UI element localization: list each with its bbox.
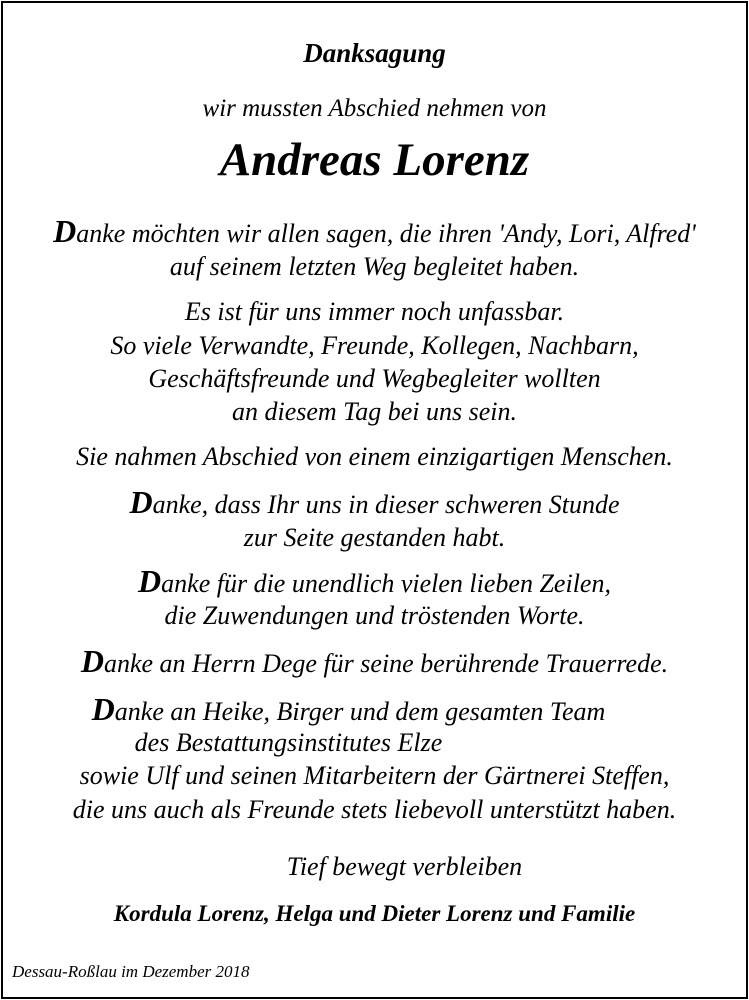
- thanks-paragraph-5-line-1: Danke für die unendlich vielen lieben Zeilen,: [138, 563, 611, 599]
- drop-initial: D: [138, 563, 162, 599]
- thanks-paragraph-7-line-4: die uns auch als Freunde stets liebevoll unterstützt haben.: [72, 795, 677, 824]
- paragraph-2-line-2: So viele Verwandte, Freunde, Kollegen, Nachbarn,: [110, 331, 639, 360]
- thanks-paragraph-4-line-1: Danke, dass Ihr uns in dieser schweren Stunde: [129, 484, 620, 520]
- notice-heading: Danksagung: [303, 38, 446, 68]
- paragraph-2-line-1: Es ist für uns immer noch unfassbar.: [184, 297, 565, 326]
- thanks-paragraph-7-line-2: des Bestattungsinstitutes Elze: [134, 728, 443, 757]
- drop-initial: D: [80, 643, 104, 679]
- paragraph-2-line-4: an diesem Tag bei uns sein.: [231, 397, 518, 426]
- drop-initial: D: [129, 484, 153, 520]
- place-and-date: Dessau-Roßlau im Dezember 2018: [12, 962, 250, 981]
- drop-initial: D: [91, 691, 115, 727]
- drop-initial: D: [53, 213, 77, 249]
- signatories: Kordula Lorenz, Helga und Dieter Lorenz und Familie: [113, 901, 636, 926]
- deceased-name: Andreas Lorenz: [219, 134, 530, 186]
- notice-intro: wir mussten Abschied nehmen von: [202, 95, 547, 122]
- thanks-paragraph-6-line-1: Danke an Herrn Dege für seine berührende Trauerrede.: [80, 643, 669, 679]
- thanks-paragraph-5-line-2: die Zuwendungen und tröstenden Worte.: [164, 601, 585, 630]
- closing-phrase: Tief bewegt verbleiben: [286, 852, 523, 881]
- thanks-paragraph-4-line-2: zur Seite gestanden habt.: [243, 523, 506, 552]
- paragraph-3-line-1: Sie nahmen Abschied von einem einzigartigen Menschen.: [76, 442, 673, 471]
- thanks-paragraph-7-line-3: sowie Ulf und seinen Mitarbeitern der Gärtnerei Steffen,: [79, 761, 670, 790]
- thanks-paragraph-1-line-2: auf seinem letzten Weg begleitet haben.: [169, 252, 580, 281]
- thanks-paragraph-7-line-1: Danke an Heike, Birger und dem gesamten Team: [91, 691, 606, 727]
- paragraph-2-line-3: Geschäftsfreunde und Wegbegleiter wollten: [148, 364, 601, 393]
- thanks-paragraph-1-line-1: Danke möchten wir allen sagen, die ihren 'Andy, Lori, Alfred': [53, 213, 696, 249]
